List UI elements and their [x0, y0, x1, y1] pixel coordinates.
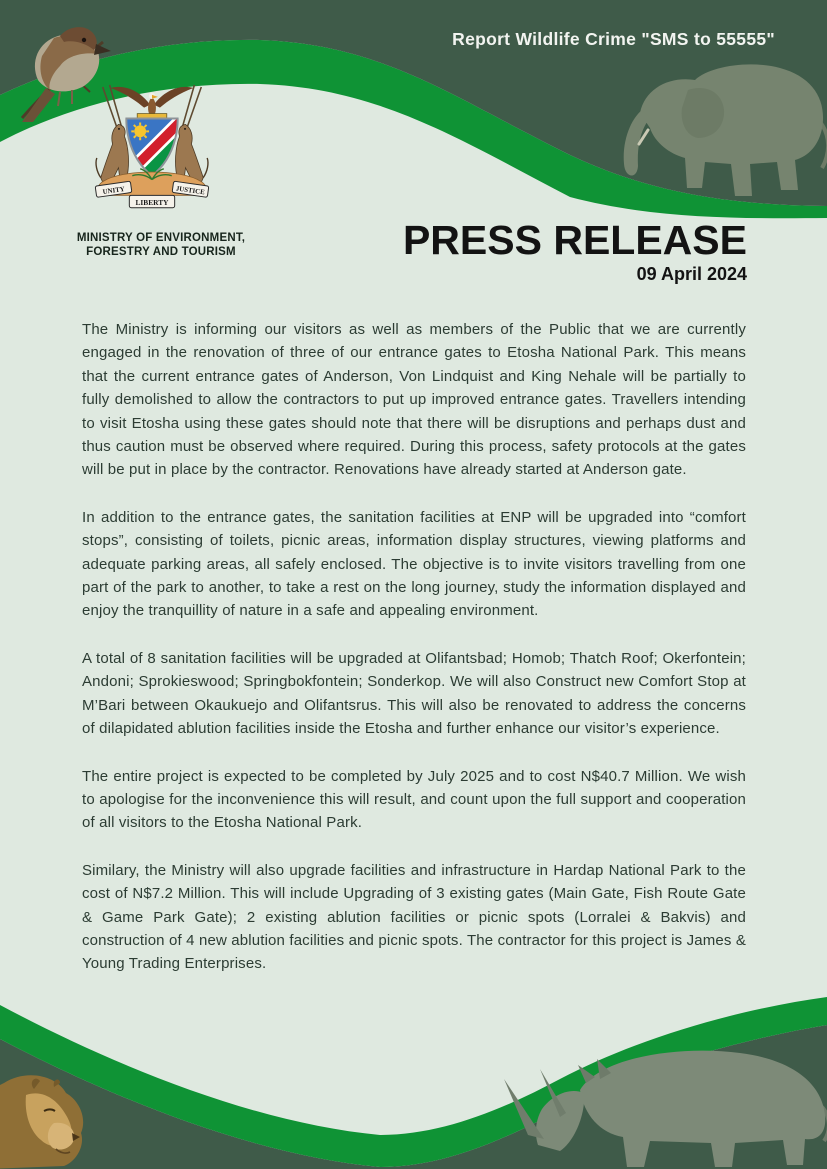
- motto-unity: UNITY: [102, 185, 126, 196]
- body-paragraph: The Ministry is informing our visitors as well as members of the Public that we are currently engaged in the renovation of three of our entrance gates to Etosha National Park. This means that the current entrance gates of Anderson, Von Lindquist and King Nehale will be partially to fully demolished to allow the contractors to put up improved entrance gates. Travellers intending to visit Etosha using these gates should note that there will be disruptions and perhaps dust and thus caution must be observed where required. During this process, safety protocols at the gates will be put in place by the contractor. Renovations have already started at Anderson gate.: [82, 321, 746, 479]
- ministry-name-line1: MINISTRY OF ENVIRONMENT,: [76, 232, 246, 244]
- bottom-banner-graphic: [0, 959, 827, 1169]
- coat-of-arms: [83, 80, 221, 230]
- body-paragraph: In addition to the entrance gates, the sanitation facilities at ENP will be upgraded into “comfort stops”, consisting of toilets, picnic areas, information display structures, viewing platforms and adequate parking areas, all safely enclosed. The objective is to invite visitors travelling from one part of the park to another, to take a rest on the long journey, study the information displayed and enjoy the tranquillity of nature in a safe and appealing environment.: [82, 508, 746, 620]
- ministry-name: [76, 231, 246, 259]
- body-paragraph: Similary, the Ministry will also upgrade facilities and infrastructure in Hardap National Park to the cost of N$7.2 Million. This will include Upgrading of 3 existing gates (Main Gate, Fish Route Gate & Game Park Gate); 2 existing ablution facilities or picnic spots (Lorralei & Bakvis) and construction of 4 new ablution facilities and picnic spots. The contractor for this project is James & Young Trading Enterprises.: [82, 861, 746, 973]
- body-paragraph: The entire project is expected to be completed by July 2025 and to cost N$40.7 Million. We wish to apologise for the inconvenience this will result, and count upon the full support and cooperation of all visitors to the Etosha National Park.: [82, 767, 746, 832]
- fish-eagle: [111, 87, 194, 114]
- page-title: PRESS RELEASE: [402, 217, 747, 263]
- title-block: [403, 218, 747, 285]
- ministry-name-line2: FORESTRY AND TOURISM: [86, 246, 236, 258]
- report-wildlife-crime-text: Report Wildlife Crime "SMS to 55555": [452, 29, 775, 49]
- motto-justice: JUSTICE: [175, 185, 206, 197]
- release-date: 09 April 2024: [636, 264, 747, 284]
- motto-liberty: LIBERTY: [135, 197, 169, 207]
- press-release-body: [82, 318, 746, 976]
- body-paragraph: A total of 8 sanitation facilities will be upgraded at Olifantsbad; Homob; Thatch Roof; Okerfontein; Andoni; Sprokieswood; Springbokfontein; Sonderkop. We will also Construct new Comfort Stop at M’Bari between Okaukuejo and Olifantsrus. This will also be renovated to address the concerns of dilapidated ablution facilities inside the Etosha and further enhance our visitor’s experience.: [82, 649, 746, 738]
